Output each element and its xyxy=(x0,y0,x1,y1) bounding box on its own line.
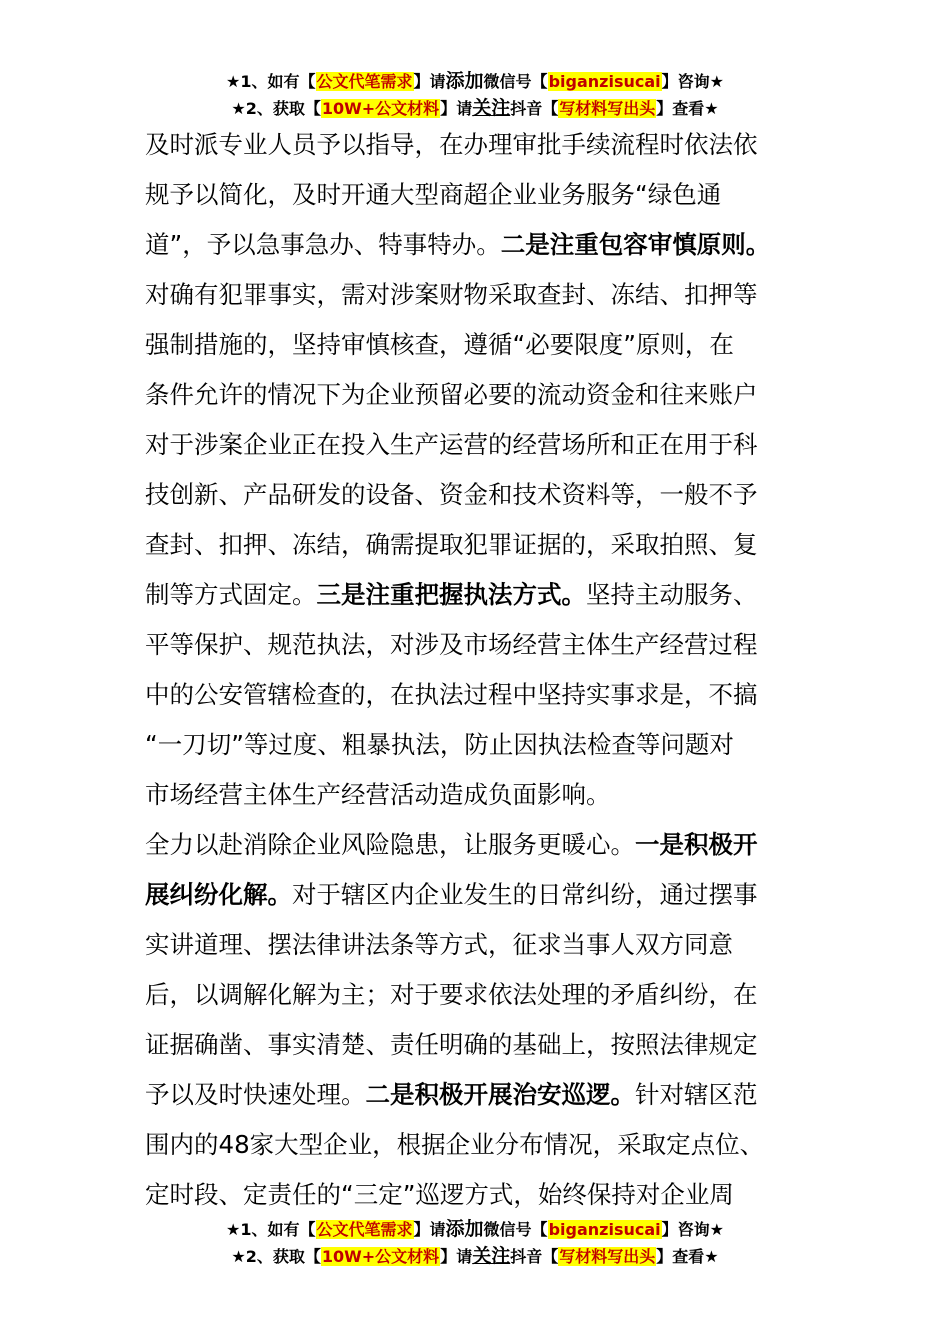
highlight-writing-service: 公文代笔需求 xyxy=(316,72,413,91)
body-line: 围内的48家大型企业，根据企业分布情况，采取定点位、 xyxy=(145,1130,765,1159)
footer-line-2-mid2: 抖音【 xyxy=(510,1247,559,1266)
body-text: 制等方式固定。 xyxy=(145,580,317,609)
body-text: 坚持主动服务、 xyxy=(586,580,758,609)
header-line-1 xyxy=(0,68,950,95)
body-line: 技创新、产品研发的设备、资金和技术资料等，一般不予 xyxy=(145,480,758,509)
footer-line-1-suffix: 】咨询★ xyxy=(661,1220,724,1239)
body-line: 对确有犯罪事实，需对涉案财物采取查封、冻结、扣押等 xyxy=(145,280,758,309)
header-line-1-mid2: 微信号【 xyxy=(483,72,548,91)
body-line: 强制措施的，坚持审慎核查，遵循“必要限度”原则，在 xyxy=(145,330,734,359)
body-line: 对于涉案企业正在投入生产运营的经营场所和正在用于科 xyxy=(145,430,758,459)
body-line xyxy=(145,870,835,920)
highlight-douyin-account: 写材料写出头 xyxy=(559,99,656,118)
body-line xyxy=(145,570,835,620)
bold-heading: 一是积极开 xyxy=(635,830,758,859)
body-line: 中的公安管辖检查的，在执法过程中坚持实事求是，不搞 xyxy=(145,680,758,709)
body-line: 条件允许的情况下为企业预留必要的流动资金和往来账户 xyxy=(145,380,758,409)
footer-line-2-suffix: 】查看★ xyxy=(656,1247,719,1266)
header-line-1-prefix: ★1、如有【 xyxy=(226,72,316,91)
footer-line-1-emph: 添加 xyxy=(445,1218,484,1240)
body-line: 及时派专业人员予以指导，在办理审批手续流程时依法依 xyxy=(145,130,758,159)
body-line: 定时段、定责任的“三定”巡逻方式，始终保持对企业周 xyxy=(145,1180,734,1209)
body-line: 规予以简化，及时开通大型商超企业业务服务“绿色通 xyxy=(145,180,722,209)
header-line-1-mid: 】请 xyxy=(413,72,446,91)
body-line: “一刀切”等过度、粗暴执法，防止因执法检查等问题对 xyxy=(145,730,734,759)
header-line-2-suffix: 】查看★ xyxy=(656,99,719,118)
bold-heading: 展纠纷化解。 xyxy=(145,880,292,909)
bold-heading: 二是注重包容审慎原则。 xyxy=(500,230,771,259)
header-line-1-suffix: 】咨询★ xyxy=(661,72,724,91)
footer-line-2 xyxy=(0,1243,950,1270)
highlight-douyin-account: 写材料写出头 xyxy=(559,1247,656,1266)
footer-line-2-mid: 】请 xyxy=(440,1247,473,1266)
body-line: 实讲道理、摆法律讲法条等方式，征求当事人双方同意 xyxy=(145,930,733,959)
body-line: 市场经营主体生产经营活动造成负面影响。 xyxy=(145,780,611,809)
highlight-materials: 10W+公文材料 xyxy=(321,99,440,118)
header-line-1-emph: 添加 xyxy=(445,70,484,92)
footer-line-1-mid: 】请 xyxy=(413,1220,446,1239)
highlight-materials: 10W+公文材料 xyxy=(321,1247,440,1266)
footer-line-1-mid2: 微信号【 xyxy=(483,1220,548,1239)
footer-banner xyxy=(0,1216,950,1270)
header-line-2-mid: 】请 xyxy=(440,99,473,118)
footer-line-1 xyxy=(0,1216,950,1243)
body-text: 全力以赴消除企业风险隐患，让服务更暖心。 xyxy=(145,830,635,859)
highlight-wechat-id: biganzisucai xyxy=(548,72,661,91)
header-line-2 xyxy=(0,95,950,122)
bold-heading: 三是注重把握执法方式。 xyxy=(316,580,586,609)
body-line: 证据确凿、事实清楚、责任明确的基础上，按照法律规定 xyxy=(145,1030,758,1059)
body-line: 后，以调解化解为主；对于要求依法处理的矛盾纠纷，在 xyxy=(145,980,758,1009)
highlight-wechat-id: biganzisucai xyxy=(548,1220,661,1239)
footer-line-1-prefix: ★1、如有【 xyxy=(226,1220,316,1239)
footer-line-2-emph: 关注 xyxy=(472,1245,511,1267)
body-text: 道”，予以急事急办、特事特办。 xyxy=(145,230,501,259)
highlight-writing-service: 公文代笔需求 xyxy=(316,1220,413,1239)
header-line-2-emph: 关注 xyxy=(472,97,511,119)
body-line xyxy=(145,220,835,270)
body-text: 针对辖区范 xyxy=(635,1080,758,1109)
bold-heading: 二是积极开展治安巡逻。 xyxy=(365,1080,635,1109)
body-line xyxy=(145,1070,835,1120)
body-text: 对于辖区内企业发生的日常纠纷，通过摆事 xyxy=(292,880,758,909)
body-line xyxy=(145,820,835,870)
header-line-2-prefix: ★2、获取【 xyxy=(231,99,321,118)
document-body xyxy=(145,120,835,1220)
body-line: 平等保护、规范执法，对涉及市场经营主体生产经营过程 xyxy=(145,630,758,659)
header-line-2-mid2: 抖音【 xyxy=(510,99,559,118)
footer-line-2-prefix: ★2、获取【 xyxy=(231,1247,321,1266)
header-banner xyxy=(0,68,950,122)
body-line: 查封、扣押、冻结，确需提取犯罪证据的，采取拍照、复 xyxy=(145,530,758,559)
body-text: 予以及时快速处理。 xyxy=(145,1080,366,1109)
